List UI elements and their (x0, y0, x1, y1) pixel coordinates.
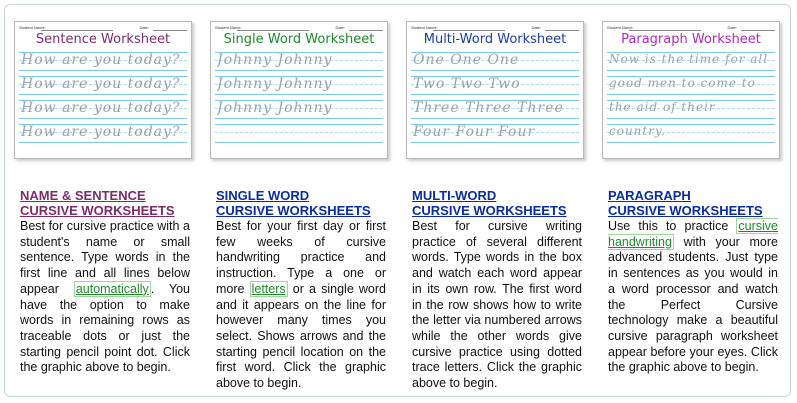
header-date-label: Date: (727, 25, 737, 30)
worksheet-panel (4, 4, 791, 397)
worksheet-description: Best for cursive writing practice of several different words. Type words in the box and watch each word appear in its own row. The first word in the row shows how to write the letter via numbered arrows while the other words give cursive practice using dotted trace letters. Click the graphic above to begin. (412, 219, 582, 391)
worksheet-description: Use this to practice cursive handwriting with your more advanced students. Just type in sentences as you would in a word processor and watch the Perfect Cursive technology make a beautiful cursive paragraph worksheet appear before your eyes. Click the graphic above to begin. (608, 219, 778, 375)
cursive-line: Johnny Johnny (217, 52, 333, 68)
cursive-line: How are you today? (21, 52, 181, 68)
worksheet-description: Best for cursive practice with a student's name or small sentence. Type words in the first line and all lines below appear automatically . You have the option to make words in remaining rows as traceable dots or just the starting pencil point dot. Click the graphic above to begin. (20, 219, 190, 375)
header-name-label: Student Name: (411, 25, 438, 30)
worksheet-heading-link[interactable]: PARAGRAPH CURSIVE WORKSHEETS (608, 188, 763, 218)
cursive-line: country. (609, 124, 666, 138)
thumbnail-title: Sentence Worksheet (35, 32, 171, 47)
header-date-label: Date: (531, 25, 541, 30)
header-name-label: Student Name: (215, 25, 242, 30)
cursive-line: How are you today? (21, 76, 181, 92)
cursive-line: How are you today? (21, 124, 181, 140)
cursive-line: Four Four Four (413, 124, 536, 140)
thumbnail-title: Multi-Word Worksheet (423, 32, 567, 47)
cursive-line: Now is the time for all (609, 52, 769, 66)
single-word-worksheet-thumbnail[interactable] (210, 21, 388, 159)
header-name-label: Student Name: (19, 25, 46, 30)
cursive-line: How are you today? (21, 100, 181, 116)
paragraph-worksheet-thumbnail[interactable] (602, 21, 780, 159)
worksheet-heading-link[interactable]: NAME & SENTENCE CURSIVE WORKSHEETS (20, 188, 175, 218)
letters-link[interactable]: letters (251, 281, 286, 296)
multi-word-worksheet-thumbnail[interactable] (406, 21, 584, 159)
automatically-link[interactable]: automatically (75, 281, 149, 296)
cursive-line: One One One (413, 52, 520, 68)
worksheet-heading-link[interactable]: MULTI-WORD CURSIVE WORKSHEETS (412, 188, 567, 218)
cursive-line: Three Three Three (413, 100, 564, 116)
cursive-line: Johnny Johnny (217, 100, 333, 116)
worksheet-heading-link[interactable]: SINGLE WORD CURSIVE WORKSHEETS (216, 188, 371, 218)
header-name-label: Student Name: (607, 25, 634, 30)
cursive-line: good men to come to (609, 76, 756, 90)
sentence-worksheet-thumbnail[interactable] (14, 21, 192, 159)
cursive-line: the aid of their (609, 100, 716, 114)
cursive-line: Two Two Two (413, 76, 521, 92)
header-date-label: Date: (335, 25, 345, 30)
cursive-handwriting-link[interactable]: cursive handwriting (608, 219, 778, 249)
thumbnail-title: Single Word Worksheet (223, 32, 375, 47)
cursive-line: Johnny Johnny (217, 76, 333, 92)
header-date-label: Date: (139, 25, 149, 30)
thumbnail-title: Paragraph Worksheet (621, 32, 761, 47)
worksheet-description: Best for your first day or first few weeks of cursive handwriting practice and instruction. Type a one or more letters or a single word and it appears on the line for however many times you select. Shows arrows and the starting pencil location on the first word. Click the graphic above to begin. (216, 219, 386, 391)
